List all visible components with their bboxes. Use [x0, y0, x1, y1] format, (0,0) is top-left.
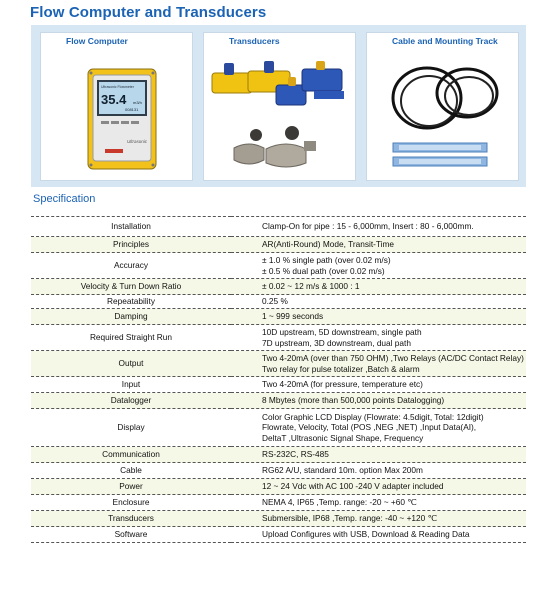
spec-value-line: ± 1.0 % single path (over 0.02 m/s) — [262, 255, 391, 266]
cable-track-label: Cable and Mounting Track — [392, 36, 498, 46]
spec-value-line: 7D upstream, 3D downstream, dual path — [262, 337, 411, 348]
spec-label: Enclosure — [31, 495, 231, 511]
spec-value-line: Two 4-20mA (over than 750 OHM) ,Two Relays (AC/DC Contact Relay) — [262, 353, 524, 364]
spec-row — [31, 495, 526, 511]
spec-label: Display — [31, 409, 231, 447]
spec-value-line: Two relay for pulse totalizer ,Batch & alarm — [262, 363, 420, 374]
spec-value-line: RS-232C, RS-485 — [262, 449, 329, 460]
spec-value — [231, 295, 526, 309]
specification-heading: Specification — [33, 193, 96, 205]
page-title: Flow Computer and Transducers — [30, 4, 267, 21]
spec-row — [31, 393, 526, 409]
specification-table — [31, 216, 526, 543]
spec-row — [31, 279, 526, 295]
spec-row — [31, 237, 526, 253]
spec-value — [231, 309, 526, 325]
flow-computer-label: Flow Computer — [66, 36, 128, 46]
spec-value — [231, 527, 526, 543]
spec-value-line: 12 ~ 24 Vdc with AC 100 -240 V adapter included — [262, 481, 444, 492]
spec-value — [231, 377, 526, 393]
screen-header: Ultrasonic Flowmeter — [101, 85, 134, 89]
spec-value — [231, 237, 526, 253]
spec-label: Damping — [31, 309, 231, 325]
spec-row — [31, 409, 526, 447]
spec-value — [231, 447, 526, 463]
spec-row — [31, 325, 526, 351]
transducers-label: Transducers — [229, 36, 280, 46]
spec-value — [231, 409, 526, 447]
spec-row — [31, 253, 526, 279]
screen-unit: m3/h — [133, 100, 142, 105]
spec-value-line: 8 Mbytes (more than 500,000 points Datalogging) — [262, 395, 445, 406]
spec-value-line: Upload Configures with USB, Download & Reading Data — [262, 529, 470, 540]
spec-value — [231, 253, 526, 279]
spec-value — [231, 463, 526, 479]
spec-row — [31, 309, 526, 325]
screen-total: 008131 — [125, 107, 139, 112]
cable-track-image — [367, 33, 518, 180]
spec-label: Input — [31, 377, 231, 393]
spec-value — [231, 479, 526, 495]
spec-value-line: ± 0.02 ~ 12 m/s & 1000 : 1 — [262, 281, 360, 292]
spec-row — [31, 479, 526, 495]
spec-row — [31, 511, 526, 527]
spec-value-line: 10D upstream, 5D downstream, single path — [262, 327, 422, 338]
spec-label: Output — [31, 351, 231, 377]
spec-label: Transducers — [31, 511, 231, 527]
device-brand: Ultrasonic — [127, 139, 148, 144]
spec-value-line: ± 0.5 % dual path (over 0.02 m/s) — [262, 265, 385, 276]
screen-reading: 35.4 — [101, 92, 127, 107]
spec-label: Communication — [31, 447, 231, 463]
spec-value — [231, 351, 526, 377]
spec-value-line: AR(Anti-Round) Mode, Transit-Time — [262, 239, 395, 250]
spec-value-line: Flowrate, Velocity, Total (POS ,NEG ,NET) ,Input Data(AI), — [262, 422, 477, 433]
spec-value-line: 0.25 % — [262, 296, 288, 307]
product-gallery — [31, 25, 526, 187]
spec-value-line: NEMA 4, IP65 ,Temp. range: -20 ~ +60 ℃ — [262, 497, 417, 508]
spec-row — [31, 527, 526, 543]
spec-label: Principles — [31, 237, 231, 253]
spec-value-line: DeltaT ,Ultrasonic Signal Shape, Frequency — [262, 432, 424, 443]
flow-computer-image — [41, 33, 192, 180]
spec-value-line: Color Graphic LCD Display (Flowrate: 4.5digit, Total: 12digit) — [262, 411, 484, 422]
spec-label: Accuracy — [31, 253, 231, 279]
spec-row — [31, 463, 526, 479]
spec-value — [231, 279, 526, 295]
spec-label: Cable — [31, 463, 231, 479]
flow-computer-card — [40, 32, 193, 181]
spec-value — [231, 393, 526, 409]
transducers-card — [203, 32, 356, 181]
spec-label: Power — [31, 479, 231, 495]
spec-label: Required Straight Run — [31, 325, 231, 351]
spec-label: Datalogger — [31, 393, 231, 409]
spec-value — [231, 325, 526, 351]
spec-row — [31, 217, 526, 237]
spec-value-line: Two 4-20mA (for pressure, temperature etc) — [262, 379, 423, 390]
spec-label: Repeatability — [31, 295, 231, 309]
spec-value — [231, 511, 526, 527]
spec-label: Installation — [31, 217, 231, 237]
spec-row — [31, 351, 526, 377]
spec-value-line: Clamp-On for pipe : 15 - 6,000mm, Insert : 80 - 6,000mm. — [262, 221, 474, 232]
cable-track-card — [366, 32, 519, 181]
spec-value-line: RG62 A/U, standard 10m. option Max 200m — [262, 465, 423, 476]
spec-row — [31, 447, 526, 463]
spec-row — [31, 377, 526, 393]
spec-label: Velocity & Turn Down Ratio — [31, 279, 231, 295]
spec-value — [231, 217, 526, 237]
spec-value — [231, 495, 526, 511]
spec-value-line: 1 ~ 999 seconds — [262, 311, 324, 322]
spec-label: Software — [31, 527, 231, 543]
spec-row — [31, 295, 526, 309]
spec-value-line: Submersible, IP68 ,Temp. range: -40 ~ +120 ℃ — [262, 513, 437, 524]
transducers-image — [204, 33, 355, 180]
